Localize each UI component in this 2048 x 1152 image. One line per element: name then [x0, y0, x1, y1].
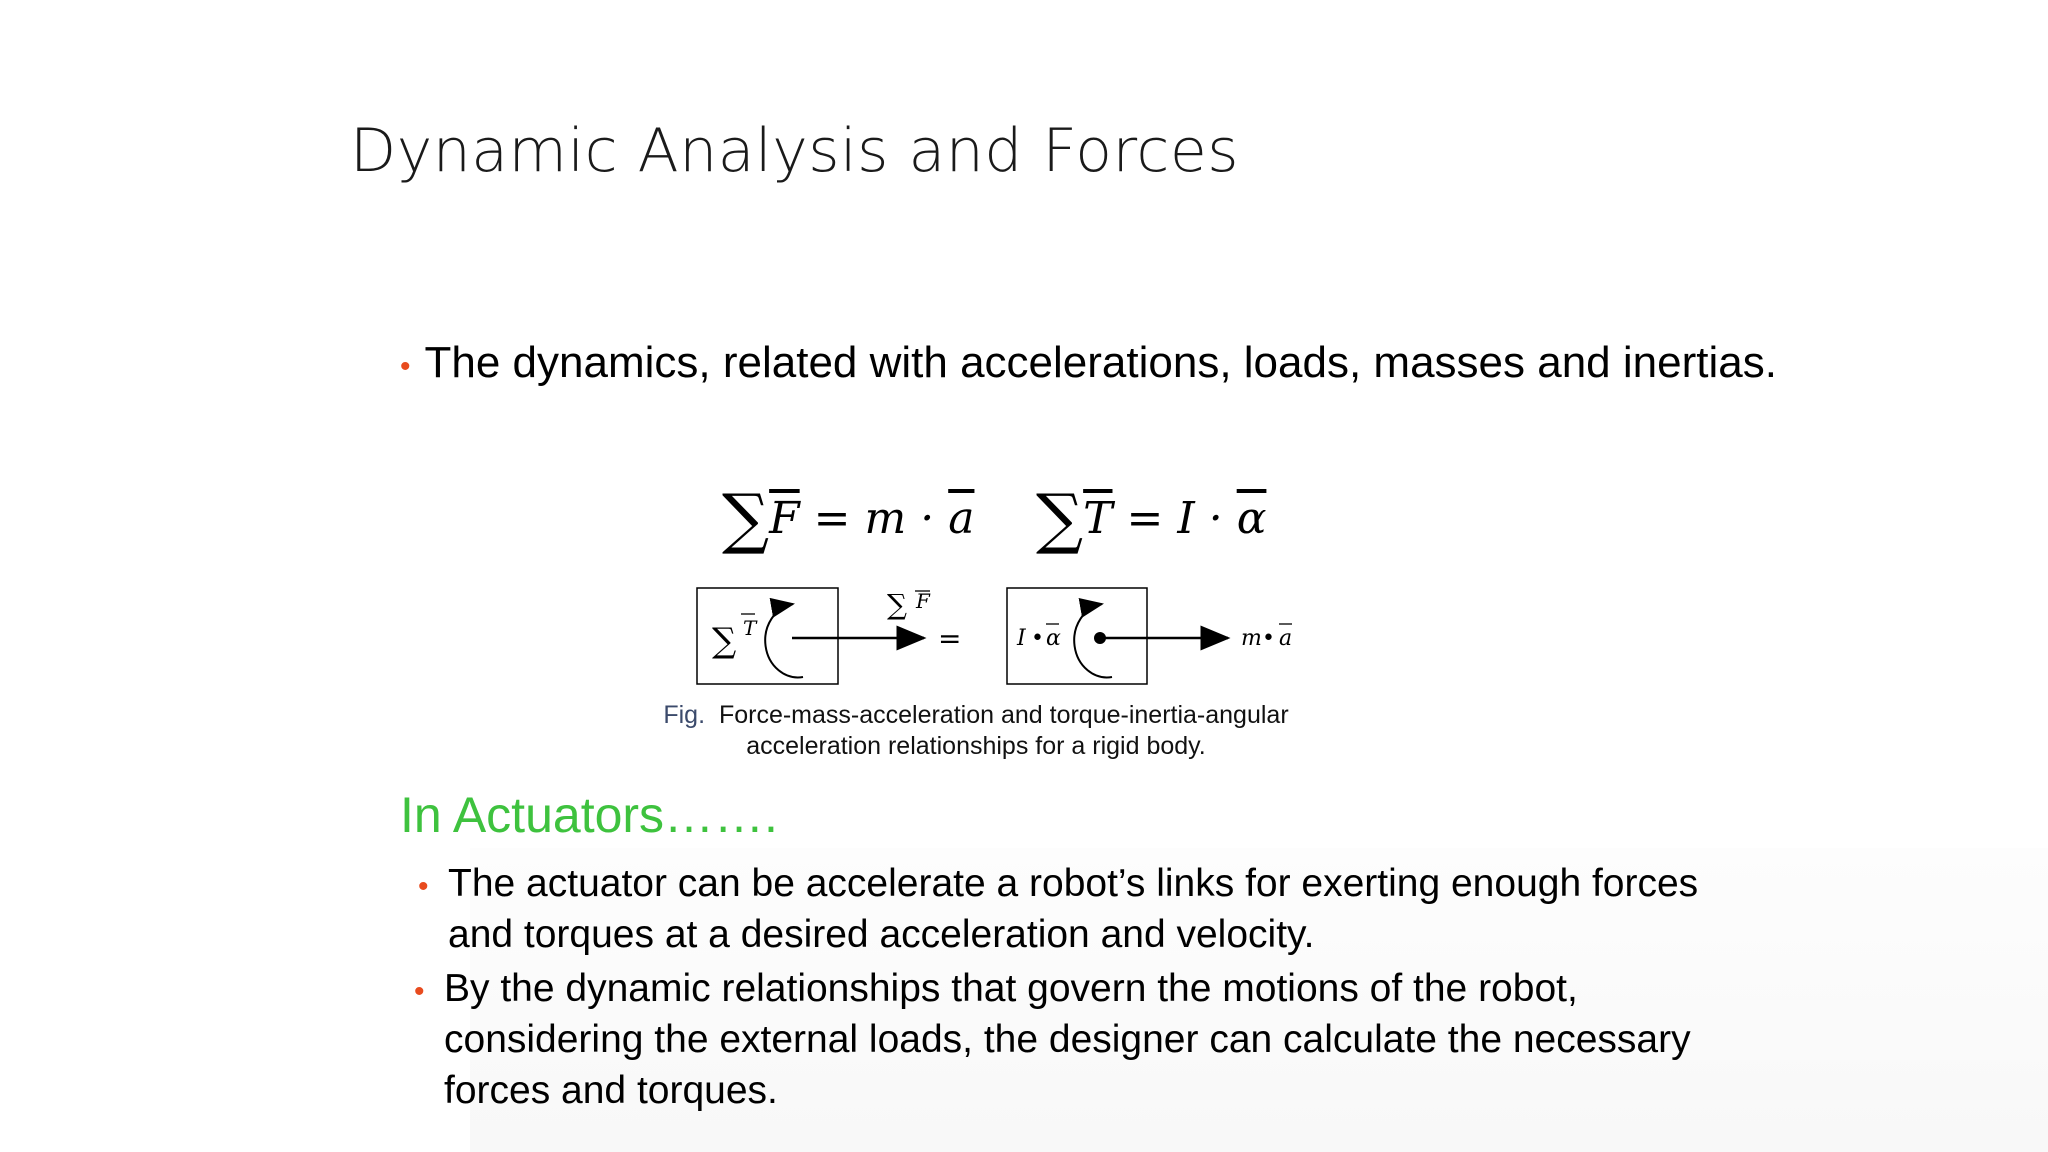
caption-text-1: Force-mass-acceleration and torque-inertia-angular	[718, 701, 1289, 729]
intro-bullet	[400, 338, 1777, 388]
mass-label: m	[1241, 626, 1262, 651]
bullet-operator-2: •	[1262, 626, 1275, 651]
arrow-force-label: F	[916, 589, 930, 613]
bullet-2-line-3: forces and torques.	[444, 1069, 778, 1112]
bullet-2-line-1: By the dynamic relationships that govern the motions of the robot,	[444, 967, 1578, 1010]
caption-line-2: acceleration relationships for a rigid body.	[746, 732, 1206, 760]
bullet-dot: •	[414, 975, 425, 1008]
bullet-1-line-2: and torques at a desired acceleration and velocity.	[448, 913, 1315, 956]
angular-acceleration-arc-icon	[1074, 604, 1112, 677]
actuator-bullet-2	[414, 963, 1691, 1116]
section-heading: In Actuators…….	[400, 787, 778, 843]
bullet-2-line-2: considering the external loads, the designer can calculate the necessary	[444, 1018, 1691, 1061]
left-torque-label: T	[743, 616, 757, 640]
torque-arc-icon	[765, 604, 803, 677]
caption-line-1	[656, 700, 1296, 731]
right-body-box	[1007, 588, 1147, 684]
bullet-1-line-1: The actuator can be accelerate a robot’s links for exerting enough forces	[448, 862, 1699, 905]
force-equation: $\sum\overline{F} = m \cdot \overline{a}$	[722, 480, 975, 557]
center-of-mass-dot	[1094, 632, 1106, 644]
inertia-label: I	[1017, 626, 1026, 651]
alpha-label: α	[1046, 626, 1061, 651]
actuator-bullet-1	[418, 858, 1698, 960]
caption-label: Fig.	[663, 701, 706, 729]
intro-bullet-text: The dynamics, related with accelerations, loads, masses and inertias.	[424, 338, 1777, 387]
left-body-box	[697, 588, 838, 684]
slide-title: Dynamic Analysis and Forces	[350, 116, 1240, 186]
bullet-operator: •	[1031, 626, 1044, 651]
bullet-dot: •	[418, 870, 429, 903]
torque-equation: $\sum\overline{T} = I \cdot \overline{\alpha}$	[1036, 480, 1267, 557]
arrow-sum-symbol: ∑	[887, 588, 907, 621]
bullet-dot: •	[400, 350, 411, 383]
acceleration-label: a	[1279, 626, 1293, 651]
figure-caption	[656, 700, 1296, 762]
left-sum-symbol: ∑	[712, 621, 737, 661]
diagram-equals: =	[938, 622, 962, 655]
